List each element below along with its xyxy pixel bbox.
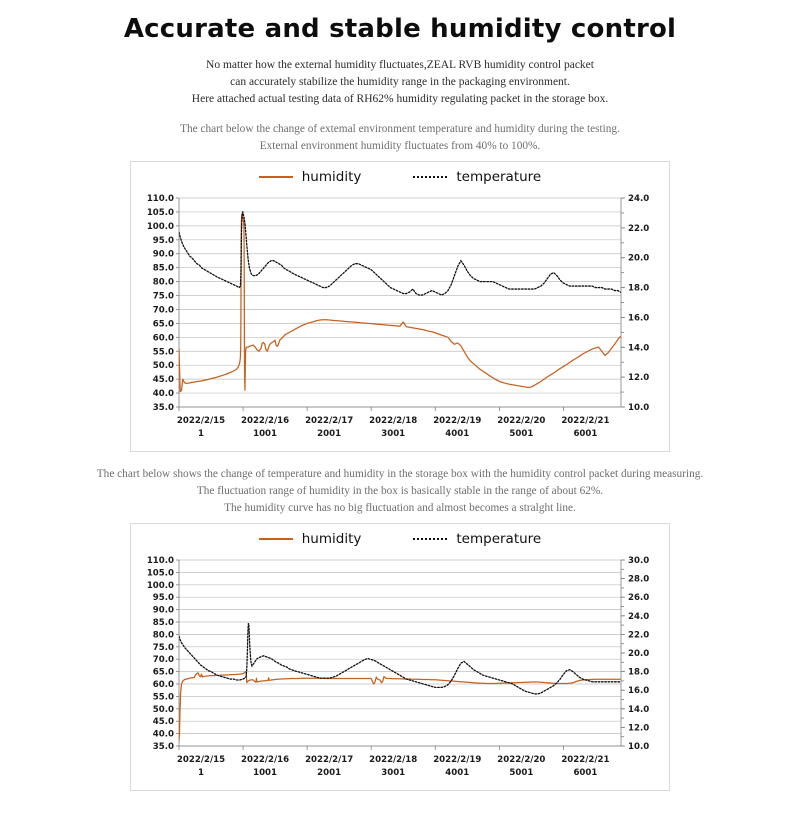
legend-item-humidity[interactable]	[259, 169, 362, 185]
svg-text:2022/2/19: 2022/2/19	[433, 754, 482, 765]
svg-text:4001: 4001	[445, 767, 470, 778]
humidity-control-page	[0, 14, 800, 814]
section-one-note-line-1: The chart below the change of extemal environment temperature and humidity during the testing.	[180, 123, 620, 136]
legend-item-temperature[interactable]	[413, 531, 541, 547]
svg-text:2001: 2001	[317, 767, 342, 778]
svg-text:105.0: 105.0	[146, 208, 174, 219]
svg-text:2022/2/17: 2022/2/17	[305, 416, 354, 427]
svg-text:20.0: 20.0	[628, 648, 650, 659]
svg-text:14.0: 14.0	[628, 704, 650, 715]
svg-text:12.0: 12.0	[628, 373, 650, 384]
svg-text:80.0: 80.0	[152, 277, 174, 288]
svg-text:2022/2/21: 2022/2/21	[561, 416, 610, 427]
svg-text:40.0: 40.0	[152, 389, 174, 400]
svg-text:2022/2/15: 2022/2/15	[176, 754, 226, 765]
svg-text:30.0: 30.0	[628, 555, 650, 566]
svg-text:24.0: 24.0	[628, 194, 650, 205]
chart-2-legend	[131, 524, 669, 554]
chart-1-plot-area	[131, 192, 669, 451]
svg-text:22.0: 22.0	[628, 223, 650, 234]
svg-text:40.0: 40.0	[152, 729, 174, 740]
svg-text:95.0: 95.0	[152, 593, 174, 604]
legend-item-humidity[interactable]	[259, 531, 362, 547]
svg-text:2022/2/18: 2022/2/18	[369, 754, 418, 765]
series-humidity	[179, 671, 620, 740]
section-two-note-line-3: The humidity curve has no big fluctuation and almost becomes a stralght line.	[224, 501, 576, 514]
svg-text:60.0: 60.0	[152, 333, 174, 344]
intro-line-3: Here attached actual testing data of RH62% humidity regulating packet in the storage box.	[191, 92, 609, 105]
svg-text:95.0: 95.0	[152, 235, 174, 246]
svg-text:3001: 3001	[381, 767, 406, 778]
svg-text:100.0: 100.0	[146, 580, 174, 591]
svg-text:26.0: 26.0	[628, 593, 650, 604]
svg-text:2022/2/16: 2022/2/16	[240, 754, 290, 765]
svg-text:55.0: 55.0	[152, 692, 174, 703]
svg-text:60.0: 60.0	[152, 679, 174, 690]
svg-text:2022/2/15: 2022/2/15	[176, 416, 226, 427]
intro-line-1: No matter how the external humidity fluctuates,ZEAL RVB humidity control packet	[206, 59, 594, 72]
svg-text:2022/2/17: 2022/2/17	[305, 754, 354, 765]
svg-text:6001: 6001	[573, 429, 598, 440]
svg-text:70.0: 70.0	[152, 305, 174, 316]
svg-text:14.0: 14.0	[628, 343, 650, 354]
svg-text:28.0: 28.0	[628, 574, 650, 585]
svg-text:16.0: 16.0	[628, 686, 650, 697]
legend-label-temperature: temperature	[456, 169, 542, 186]
svg-text:35.0: 35.0	[152, 741, 174, 752]
temperature-line-icon	[413, 172, 447, 182]
svg-text:110.0: 110.0	[146, 194, 174, 205]
svg-text:85.0: 85.0	[152, 263, 174, 274]
svg-text:50.0: 50.0	[152, 361, 174, 372]
svg-text:5001: 5001	[509, 767, 534, 778]
chart-2-svg	[137, 554, 663, 786]
intro-line-2: can accurately stabilize the humidity range in the packaging environment.	[230, 75, 570, 88]
svg-text:12.0: 12.0	[628, 723, 650, 734]
chart-2-plot-area	[131, 554, 669, 790]
intro-paragraph	[60, 57, 740, 107]
svg-text:105.0: 105.0	[146, 568, 174, 579]
chart-external-environment	[130, 161, 670, 452]
humidity-line-icon	[259, 172, 293, 182]
svg-text:70.0: 70.0	[152, 655, 174, 666]
svg-text:16.0: 16.0	[628, 313, 650, 324]
svg-text:45.0: 45.0	[152, 375, 174, 386]
svg-text:6001: 6001	[573, 767, 598, 778]
section-one-note	[30, 121, 770, 155]
svg-text:100.0: 100.0	[146, 221, 174, 232]
legend-item-temperature[interactable]	[413, 169, 541, 185]
svg-text:50.0: 50.0	[152, 704, 174, 715]
section-two-note-line-1: The chart below shows the change of temperature and humidity in the storage box with the humidity control packet during measuring.	[96, 468, 704, 481]
svg-text:10.0: 10.0	[628, 403, 650, 414]
temperature-line-icon	[413, 534, 447, 544]
svg-text:4001: 4001	[445, 429, 470, 440]
svg-text:5001: 5001	[509, 429, 534, 440]
svg-text:24.0: 24.0	[628, 611, 650, 622]
svg-text:55.0: 55.0	[152, 347, 174, 358]
svg-text:2022/2/20: 2022/2/20	[497, 416, 546, 427]
chart-inside-storage-box	[130, 523, 670, 791]
legend-label-temperature: temperature	[456, 530, 542, 547]
legend-label-humidity: humidity	[301, 169, 362, 186]
svg-text:85.0: 85.0	[152, 617, 174, 628]
svg-text:18.0: 18.0	[628, 283, 650, 294]
svg-text:2022/2/19: 2022/2/19	[433, 416, 482, 427]
svg-text:90.0: 90.0	[152, 605, 174, 616]
svg-text:65.0: 65.0	[152, 319, 174, 330]
svg-text:1: 1	[198, 767, 204, 778]
section-two-note-line-2: The fluctuation range of humidity in the box is basically stable in the range of about 62%.	[196, 485, 604, 498]
svg-text:35.0: 35.0	[152, 403, 174, 414]
svg-text:65.0: 65.0	[152, 667, 174, 678]
svg-text:1001: 1001	[253, 767, 278, 778]
svg-text:2022/2/16: 2022/2/16	[240, 416, 290, 427]
svg-text:75.0: 75.0	[152, 291, 174, 302]
page-title: Accurate and stable humidity control	[123, 14, 677, 44]
svg-text:2001: 2001	[317, 429, 342, 440]
svg-text:2022/2/20: 2022/2/20	[497, 754, 546, 765]
svg-text:22.0: 22.0	[628, 630, 650, 641]
svg-text:90.0: 90.0	[152, 249, 174, 260]
svg-text:110.0: 110.0	[146, 555, 174, 566]
svg-text:3001: 3001	[381, 429, 406, 440]
legend-label-humidity: humidity	[301, 530, 362, 547]
chart-1-legend	[131, 162, 669, 192]
section-two-note	[30, 466, 770, 517]
humidity-line-icon	[259, 534, 293, 544]
section-one-note-line-2: External environment humidity fluctuates from 40% to 100%.	[259, 140, 541, 153]
svg-text:2022/2/18: 2022/2/18	[369, 416, 418, 427]
svg-text:80.0: 80.0	[152, 630, 174, 641]
svg-text:45.0: 45.0	[152, 717, 174, 728]
svg-text:1001: 1001	[253, 429, 278, 440]
chart-1-svg	[137, 192, 663, 447]
svg-text:1: 1	[198, 429, 204, 440]
svg-text:10.0: 10.0	[628, 741, 650, 752]
svg-text:20.0: 20.0	[628, 253, 650, 264]
svg-text:75.0: 75.0	[152, 642, 174, 653]
series-temperature	[179, 212, 620, 296]
svg-text:18.0: 18.0	[628, 667, 650, 678]
svg-text:2022/2/21: 2022/2/21	[561, 754, 610, 765]
